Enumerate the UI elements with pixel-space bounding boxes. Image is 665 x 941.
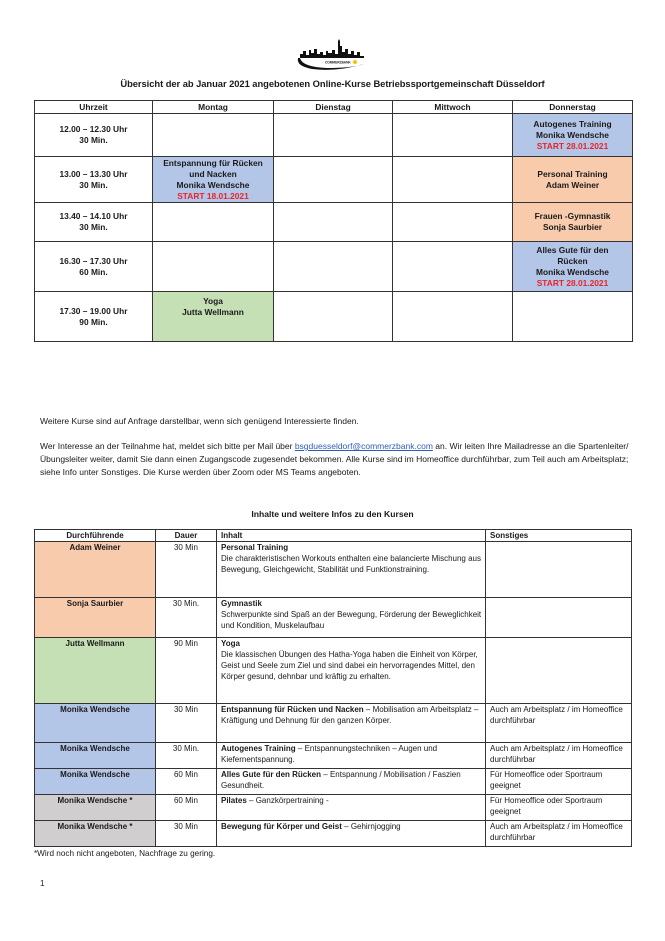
course-misc: Auch am Arbeitsplatz / im Homeoffice durchführbar [486,743,632,769]
column-header-montag: Montag [153,101,274,114]
time-range: 13.40 – 14.10 Uhr [59,211,128,221]
course-duration: 30 Min. [156,598,217,638]
course-name: Pilates [221,796,247,805]
svg-text:COMMERZBANK: COMMERZBANK [325,60,351,65]
course-misc [486,542,632,598]
trainer-name: Monika Wendsche * [35,821,156,847]
course-title-cont: und Nacken [189,168,237,179]
schedule-row [35,292,633,342]
info-section-title: Inhalte und weitere Infos zu den Kursen [251,509,414,519]
course-trainer: Monika Wendsche [536,129,609,140]
course-description: Gehirnjogging [350,822,401,831]
course-separator: – [321,770,330,779]
montag-cell [153,114,274,157]
table-row [35,743,632,769]
mittwoch-cell [393,242,513,292]
trainer-name: Monika Wendsche * [35,795,156,821]
commerzbank-logo [292,38,374,72]
schedule-table [34,100,633,342]
course-cell-autogenes-training [513,114,633,157]
mittwoch-cell [393,114,513,157]
course-duration: 30 Min [156,542,217,598]
course-cell-frauen-gymnastik [513,203,633,242]
dienstag-cell [274,157,393,203]
course-description: Schwerpunkte sind Spaß an der Bewegung, Förderung der Beweglichkeit und Kondition, Muskelaufbau [221,610,482,630]
course-separator: – [363,705,373,714]
time-cell [35,292,153,342]
schedule-header-row [35,101,633,114]
course-trainer: Jutta Wellmann [182,307,244,317]
course-name: Personal Training [221,543,289,552]
table-row [35,542,632,598]
course-name: Autogenes Training [221,744,296,753]
trainer-name: Monika Wendsche [35,743,156,769]
course-content [217,821,486,847]
course-description: Die charakteristischen Workouts enthalten eine balancierte Mischung aus Bewegung, Gleichgewicht, Stabilität und Funktionstraining. [221,554,481,574]
column-header-durchfuehrende: Durchführende [35,530,156,542]
table-row [35,704,632,743]
course-trainer: Monika Wendsche [536,266,609,277]
course-duration: 60 Min [156,769,217,795]
course-separator: – [295,744,305,753]
course-description: Die klassischen Übungen des Hatha-Yoga haben die Einheit von Körper, Geist und Seele zum Ziel und sind dabei ein hervorragendes Mittel, den Körper gesund, dehnbar und kräftig zu erhalten. [221,650,478,681]
time-duration: 60 Min. [79,266,108,277]
mittwoch-cell [393,203,513,242]
trainer-name: Monika Wendsche [35,769,156,795]
course-name: Bewegung für Körper und Geist [221,822,342,831]
time-cell [35,114,153,157]
course-start-date: START 28.01.2021 [536,277,609,288]
course-content [217,638,486,704]
course-description: Entspannung / Mobilisation / Faszien Gesundheit. [221,770,461,790]
registration-text-start: Wer Interesse an der Teilnahme hat, meldet sich bitte per Mail über [40,441,295,451]
time-duration: 30 Min. [79,179,108,190]
footnote: *Wird noch nicht angeboten, Nachfrage zu gering. [34,849,216,858]
course-trainer: Monika Wendsche [176,179,250,190]
course-title: Entspannung für Rücken [163,157,263,168]
course-title: Yoga [203,296,223,306]
dienstag-cell [274,114,393,157]
course-content [217,769,486,795]
course-misc: Auch am Arbeitsplatz / im Homeoffice durchführbar [486,821,632,847]
course-cell-alles-gute-ruecken [513,242,633,292]
column-header-dienstag: Dienstag [274,101,393,114]
time-cell [35,203,153,242]
skyline-logo-icon [292,38,374,72]
dienstag-cell [274,242,393,292]
table-row [35,598,632,638]
column-header-uhrzeit: Uhrzeit [35,101,153,114]
montag-cell [153,242,274,292]
registration-text-end: an. Wir leiten Ihre Mailadresse an die Spartenleiter/Übungsleiter weiter, damit Sie dann einen Zugangscode zugesendet bekommen. Alle Kurse sind im Homeoffice durchführbar, zum Teil auch am Arbeitsplatz; siehe Info unter Sonstiges. Die Kurse werden über Zoom oder MS Teams angeboten. [40,441,629,477]
column-header-mittwoch: Mittwoch [393,101,513,114]
course-description: Ganzkörpertraining - [255,796,329,805]
course-description: Mobilisation am Arbeitsplatz – Kräftigung und Dehnung für den ganzen Körper. [221,705,479,725]
table-row [35,821,632,847]
course-separator: – [341,822,351,831]
course-duration: 30 Min [156,821,217,847]
schedule-row [35,203,633,242]
course-start-date: START 28.01.2021 [536,140,609,151]
time-range: 17.30 – 19.00 Uhr [59,305,128,316]
course-misc [486,638,632,704]
course-description: Entspannungstechniken – Augen und Kiefernentspannung. [221,744,438,764]
course-name: Yoga [221,639,240,648]
info-paragraph-more-courses: Weitere Kurse sind auf Anfrage darstellbar, wenn sich genügend Interessierte finden. [40,416,359,426]
course-start-date: START 18.01.2021 [177,190,249,201]
mittwoch-cell [393,157,513,203]
course-trainer: Adam Weiner [545,179,600,190]
time-duration: 30 Min. [79,135,108,145]
course-title: Autogenes Training [533,118,612,129]
course-content [217,704,486,743]
time-duration: 90 Min. [79,316,108,327]
trainer-name: Adam Weiner [35,542,156,598]
course-info-table [34,529,632,847]
montag-cell [153,203,274,242]
course-name: Alles Gute für den Rücken [221,770,322,779]
document-title: Übersicht der ab Januar 2021 angebotenen Online-Kurse Betriebssportgemeinschaft Düsseldorf [120,78,545,89]
course-duration: 60 Min [156,795,217,821]
dienstag-cell [274,203,393,242]
time-range: 12.00 – 12.30 Uhr [59,124,128,134]
course-duration: 30 Min. [156,743,217,769]
column-header-sonstiges: Sonstiges [486,530,632,542]
column-header-dauer: Dauer [156,530,217,542]
course-title: Personal Training [537,168,608,179]
course-separator: – [246,796,256,805]
schedule-row [35,157,633,203]
time-duration: 30 Min. [79,222,108,232]
schedule-row [35,242,633,292]
info-header-row [35,530,632,542]
trainer-name: Sonja Saurbier [35,598,156,638]
course-content [217,598,486,638]
course-misc: Für Homeoffice oder Sportraum geeignet [486,795,632,821]
schedule-row [35,114,633,157]
course-trainer: Sonja Saurbier [542,222,603,232]
course-title: Alles Gute für den [536,244,609,255]
trainer-name: Monika Wendsche [35,704,156,743]
trainer-name: Jutta Wellmann [35,638,156,704]
table-row [35,638,632,704]
course-misc: Auch am Arbeitsplatz / im Homeoffice durchführbar [486,704,632,743]
course-duration: 90 Min [156,638,217,704]
course-misc [486,598,632,638]
column-header-donnerstag: Donnerstag [513,101,633,114]
time-cell [35,242,153,292]
page-number: 1 [40,879,45,888]
dienstag-cell [274,292,393,342]
course-duration: 30 Min [156,704,217,743]
course-content [217,795,486,821]
donnerstag-cell [513,292,633,342]
course-name: Entspannung für Rücken und Nacken [221,705,364,714]
course-cell-personal-training [513,157,633,203]
info-paragraph-registration [40,440,630,479]
course-cell-yoga [153,292,274,342]
mittwoch-cell [393,292,513,342]
table-row [35,769,632,795]
time-cell [35,157,153,203]
course-misc: Für Homeoffice oder Sportraum geeignet [486,769,632,795]
course-cell-entspannung [153,157,274,203]
course-name: Gymnastik [221,599,262,608]
time-range: 13.00 – 13.30 Uhr [59,168,128,179]
time-range: 16.30 – 17.30 Uhr [59,255,128,266]
course-title-cont: Rücken [557,255,588,266]
email-link[interactable]: bsgduesseldorf@commerzbank.com [294,441,433,451]
course-content [217,743,486,769]
course-title: Frauen -Gymnastik [534,211,611,221]
course-content [217,542,486,598]
column-header-inhalt: Inhalt [217,530,486,542]
table-row [35,795,632,821]
